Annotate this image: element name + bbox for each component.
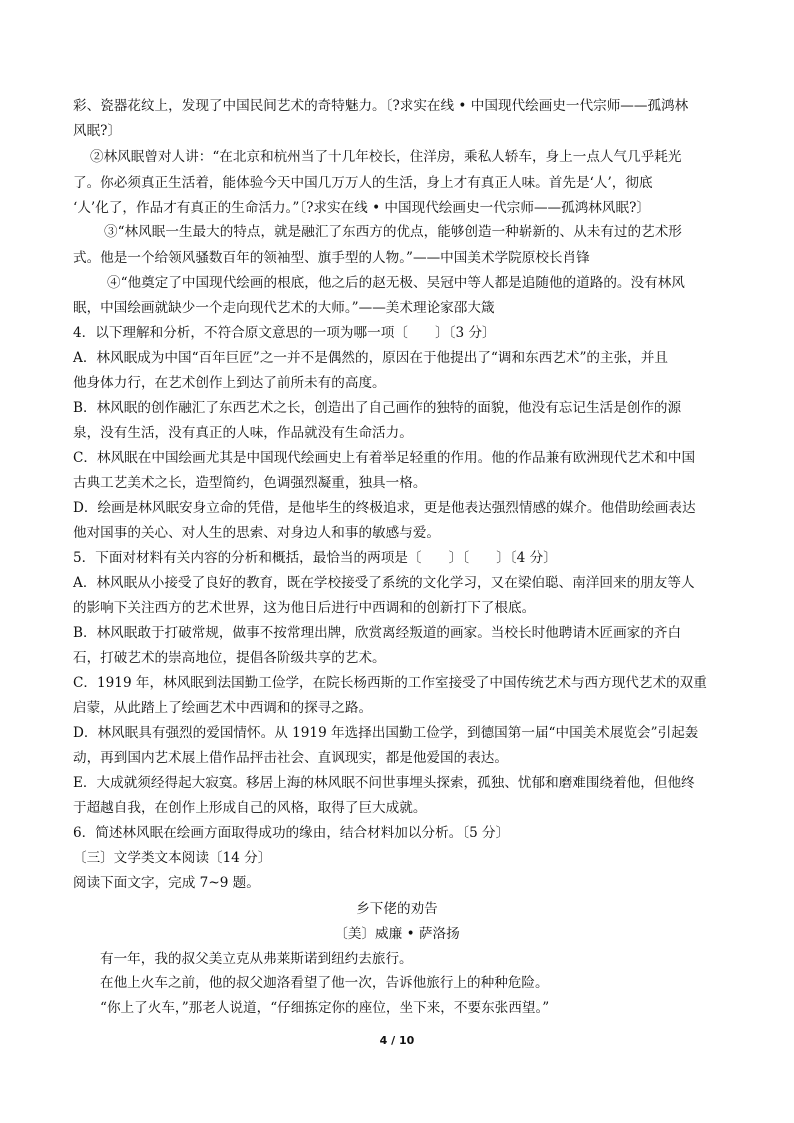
text-line: 动，再到国内艺术展上借作品抨击社会、直讽现实，都是他爱国的表达。	[73, 750, 508, 766]
question-4: 4．以下理解和分析，不符合原文意思的一项为哪一项〔 〕〔3 分〕	[73, 325, 496, 341]
text-line: 古典工艺美术之长，造型简约，色调强烈凝重，独具一格。	[73, 475, 427, 491]
option-5c: C．1919 年，林风眠到法国勤工俭学，在院长杨西斯的工作室接受了中国传统艺术与西方现代艺术的双重	[73, 675, 707, 691]
text-line: 眠，中国绘画就缺少一个走向现代艺术的大师。”——美术理论家邵大箴	[73, 300, 495, 316]
text-line: 他对国事的关心、对人生的思索、对身边人和事的敏感与爱。	[73, 525, 441, 541]
text-line: 石，打破艺术的崇高地位，提倡各阶级共享的艺术。	[73, 650, 386, 666]
text-line: 彩、瓷器花纹上，发现了中国民间艺术的奇特魅力。〔?求实在线 • 中国现代绘画史一代宗师——孤鸿林	[73, 98, 689, 114]
option-5a: A．林风眠从小接受了良好的教育，既在学校接受了系统的文化学习，又在梁伯聪、南洋回来的朋友等人	[73, 575, 695, 591]
text-line: ④“他奠定了中国现代绘画的根底，他之后的赵无极、吴冠中等人都是追随他的道路的。没有林风	[107, 275, 685, 291]
text-line: ‘人’化了，作品才有真正的生命活力。”〔?求实在线 • 中国现代绘画史一代宗师——孤鸿林风眠?〕	[73, 200, 650, 216]
text-line: 的影响下关注西方的艺术世界，这为他日后进行中西调和的创新打下了根底。	[73, 600, 536, 616]
text-line: 启蒙，从此踏上了绘画艺术中西调和的探寻之路。	[73, 700, 373, 716]
story-title: 乡下佬的劝告	[356, 901, 438, 917]
option-5d: D．林风眠具有强烈的爱国情怀。从 1919 年选择出国勤工俭学，到德国第一届“中国美术展览会”引起轰	[73, 725, 699, 741]
text-line: 在他上火车之前，他的叔父迦洛看望了他一次，告诉他旅行上的种种危险。	[100, 975, 549, 991]
text-line: 有一年，我的叔父美立克从弗莱斯诺到纽约去旅行。	[100, 951, 413, 967]
option-4b: B．林风眠的创作融汇了东西艺术之长，创造出了自己画作的独特的面貌，他没有忘记生活是创作的源	[73, 400, 682, 416]
text-line: 他身体力行，在艺术创作上到达了前所未有的高度。	[73, 375, 386, 391]
page-number: 4 / 10	[379, 1034, 415, 1047]
text-line: ③“林风眠一生最大的特点，就是融汇了东西方的优点，能够创造一种崭新的、从未有过的艺术形	[104, 224, 682, 240]
section-heading: 〔三〕文学类文本阅读〔14 分〕	[73, 850, 272, 866]
question-6: 6．简述林风眠在绘画方面取得成功的缘由，结合材料加以分析。〔5 分〕	[73, 825, 510, 841]
option-5e: E．大成就须经得起大寂寞。移居上海的林风眠不问世事埋头探索，孤独、忧郁和磨难围绕着他，但他终	[73, 775, 695, 791]
question-5: 5．下面对材料有关内容的分析和概括，最恰当的两项是〔 〕〔 〕〔4 分〕	[73, 550, 557, 566]
instructions: 阅读下面文字，完成 7~9 题。	[73, 875, 260, 891]
option-4c: C．林风眠在中国绘画尤其是中国现代绘画史上有着举足轻重的作用。他的作品兼有欧洲现代艺术和中国	[73, 450, 696, 466]
option-4a: A．林风眠成为中国“百年巨匠”之一并不是偶然的，原因在于他提出了“调和东西艺术”的主张，并且	[73, 350, 668, 366]
text-line: 泉，没有生活，没有真正的人味，作品就没有生命活力。	[73, 425, 413, 441]
text-line: “你上了火车，”那老人说道，“仔细拣定你的座位，坐下来，不要东张西望。”	[100, 1000, 550, 1016]
story-author: 〔美〕威廉 • 萨洛扬	[334, 926, 460, 942]
text-line: 式。他是一个给领风骚数百年的领袖型、旗手型的人物。”——中国美术学院原校长肖锋	[73, 250, 590, 266]
text-line: 风眠?〕	[73, 123, 122, 139]
option-5b: B．林风眠敢于打破常规，做事不按常理出牌，欣赏离经叛道的画家。当校长时他聘请木匠画家的齐白	[73, 625, 682, 641]
text-line: ②林风眠曾对人讲：“在北京和杭州当了十几年校长，住洋房，乘私人轿车，身上一点人气几乎耗光	[90, 149, 682, 165]
text-line: 了。你必须真正生活着，能体验今天中国几万万人的生活，身上才有真正人味。首先是‘人’，彻底	[73, 175, 653, 191]
option-4d: D．绘画是林风眠安身立命的凭借，是他毕生的终极追求，更是他表达强烈情感的媒介。他借助绘画表达	[73, 500, 696, 516]
text-line: 于超越自我，在创作上形成自己的风格，取得了巨大成就。	[73, 800, 427, 816]
